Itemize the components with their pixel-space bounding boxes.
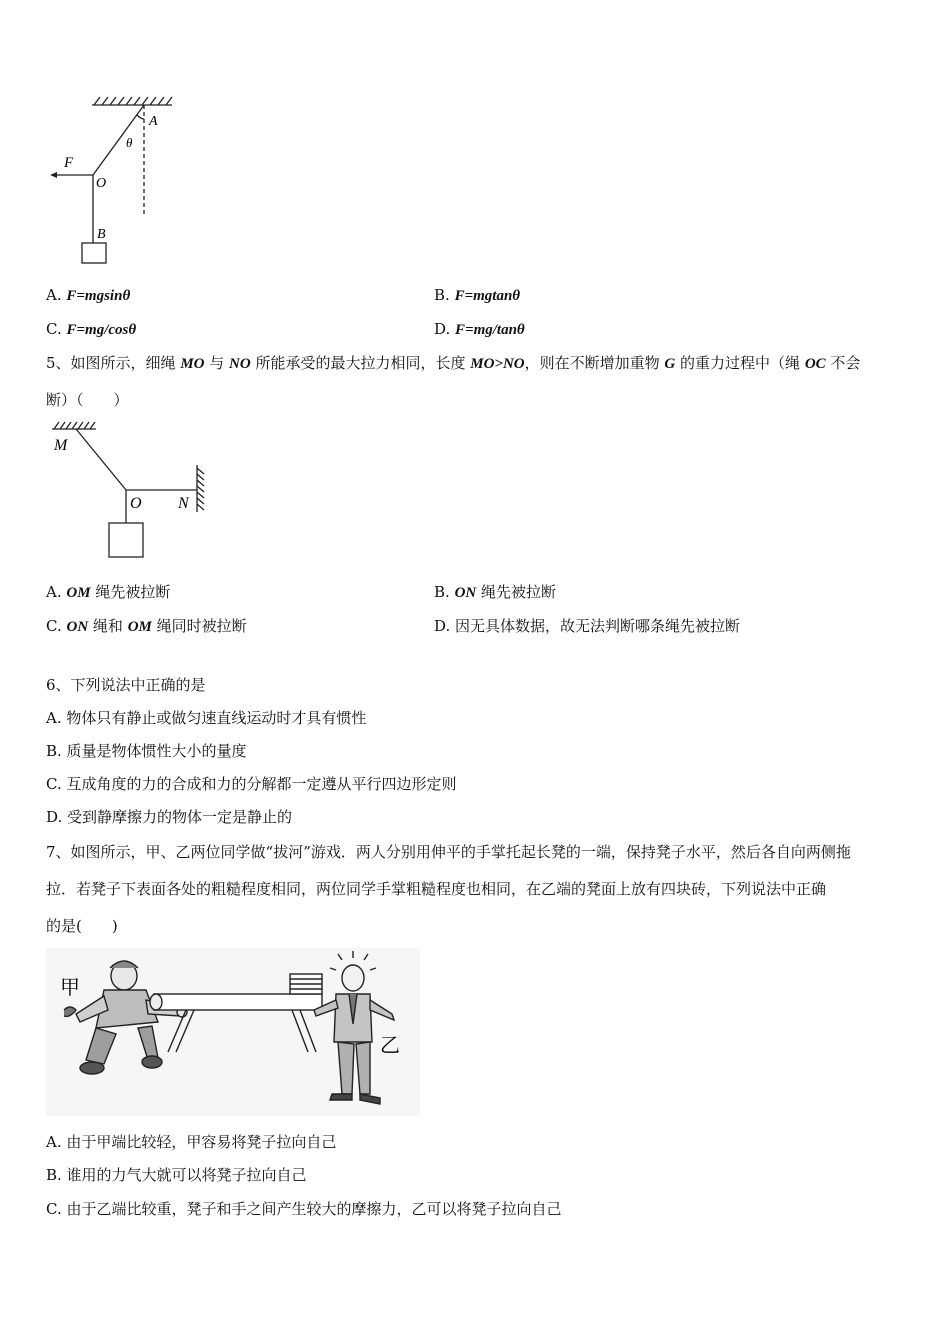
- q7-option-b: B. 谁用的力气大就可以将凳子拉向自己: [46, 1166, 307, 1184]
- fig5-label-M: M: [54, 437, 68, 454]
- q7-stem-line3: 的是( ): [46, 917, 118, 935]
- q6-option-b: B. 质量是物体惯性大小的量度: [46, 742, 247, 760]
- q5-text: 所能承受的最大拉力相同，长度: [250, 354, 471, 372]
- q5-option-d: D. 因无具体数据，故无法判断哪条绳先被拉断: [434, 617, 741, 635]
- q5-text: 不会: [825, 354, 861, 372]
- q5-option-c-var2: OM: [127, 619, 152, 635]
- q5-var-no: NO: [229, 356, 251, 372]
- q5-option-c-text: 绳同时被拉断: [151, 617, 247, 635]
- q5-option-a-var: OM: [66, 585, 91, 601]
- q5-option-c-mid: 绳和: [88, 617, 128, 635]
- fig7-label-jia: 甲: [60, 977, 80, 999]
- fig4-label-F: F: [64, 155, 74, 171]
- q5-relation: MO>NO: [470, 356, 525, 372]
- q7-option-c: C. 由于乙端比较重，凳子和手之间产生较大的摩擦力，乙可以将凳子拉向自己: [46, 1200, 562, 1218]
- q4-option-b-prefix: B.: [434, 286, 455, 304]
- q4-option-d: [434, 319, 525, 340]
- fig4-label-B: B: [97, 227, 106, 242]
- fig7-label-yi: 乙: [380, 1035, 400, 1057]
- q7-option-a: A. 由于甲端比较轻，甲容易将凳子拉向自己: [46, 1133, 337, 1151]
- q5-text: 与: [204, 354, 230, 372]
- q6-stem: 6、下列说法中正确的是: [46, 676, 206, 694]
- q5-option-a: [46, 582, 170, 603]
- q4-option-b: [434, 285, 520, 306]
- q5-option-c: [46, 616, 247, 637]
- fig4-label-A: A: [149, 114, 158, 129]
- fig4-label-O: O: [96, 176, 107, 191]
- q5-option-a-prefix: A.: [46, 583, 67, 601]
- q4-option-d-prefix: D.: [434, 320, 456, 338]
- fig5-label-O: O: [130, 495, 142, 512]
- q5-text: 的重力过程中（绳: [675, 354, 805, 372]
- q5-text: 5、如图所示，细绳: [46, 354, 181, 372]
- q4-option-a-formula: F=mgsinθ: [66, 288, 131, 304]
- q4-option-a-prefix: A.: [46, 286, 67, 304]
- q4-option-b-formula: F=mgtanθ: [454, 288, 521, 304]
- q4-option-d-formula: F=mg/tanθ: [455, 322, 525, 338]
- q5-var-oc: OC: [804, 356, 826, 372]
- q5-stem-line2: 断）（ ）: [46, 391, 129, 409]
- figure-bench-tug: [46, 948, 420, 1116]
- q7-stem-line1: 7、如图所示，甲、乙两位同学做“拔河”游戏．两人分别用伸平的手掌托起长凳的一端，保持凳子水平，然后各自向两侧拖: [46, 843, 851, 861]
- q5-option-b-prefix: B.: [434, 583, 455, 601]
- q4-option-c-formula: F=mg/cosθ: [66, 322, 137, 338]
- figure-mon-ropes: [40, 420, 215, 562]
- q7-stem-line2: 拉．若凳子下表面各处的粗糙程度相同，两位同学手掌粗糙程度也相同，在乙端的凳面上放有四块砖，下列说法中正确: [46, 880, 827, 898]
- q6-option-d: D. 受到静摩擦力的物体一定是静止的: [46, 808, 293, 826]
- figure-rope-angle: [40, 95, 190, 270]
- q4-option-a: [46, 285, 130, 306]
- q5-option-c-var1: ON: [66, 619, 89, 635]
- fig5-label-N: N: [178, 495, 189, 512]
- q4-option-c: [46, 319, 136, 340]
- q6-option-a: A. 物体只有静止或做匀速直线运动时才具有惯性: [46, 709, 367, 727]
- q5-var-g: G: [664, 356, 676, 372]
- q5-var-mo: MO: [180, 356, 205, 372]
- q4-option-c-prefix: C.: [46, 320, 67, 338]
- q5-text: ，则在不断增加重物: [524, 354, 665, 372]
- fig4-label-theta: θ: [126, 135, 133, 150]
- q5-option-c-prefix: C.: [46, 617, 67, 635]
- q5-option-b-text: 绳先被拉断: [476, 583, 557, 601]
- q5-option-a-text: 绳先被拉断: [90, 583, 171, 601]
- q5-stem-line1: [46, 353, 860, 374]
- q5-option-b: [434, 582, 556, 603]
- q5-option-b-var: ON: [454, 585, 477, 601]
- q6-option-c: C. 互成角度的力的合成和力的分解都一定遵从平行四边形定则: [46, 775, 457, 793]
